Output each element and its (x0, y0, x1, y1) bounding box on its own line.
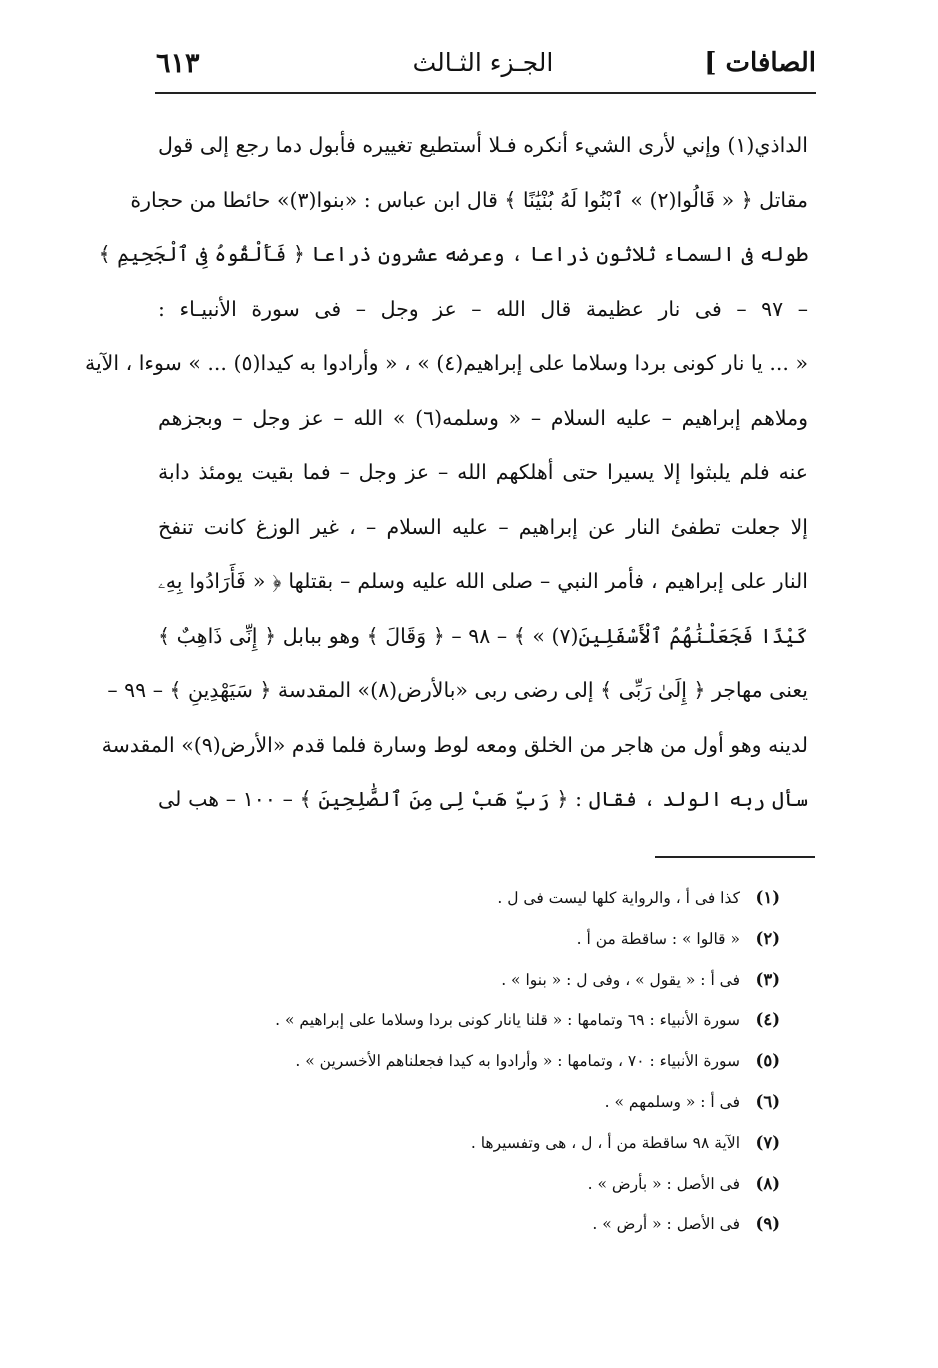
footnote-number: (٣) (755, 969, 780, 989)
footnote-number: (٤) (755, 1010, 780, 1030)
text-line: وملاهم إبراهيم – عليه السلام – « وسلمه(٦) » الله – عز وجل – وبجزهم (158, 405, 808, 430)
text-line: إلا جعلت تطفئ النار عن إبراهيم – عليه السلام – ، غير الوزغ كانت تنفخ (158, 514, 808, 539)
header-rule (155, 92, 816, 94)
text-line: مقاتل ﴿ « قَالُوا(٢) » ٱبْنُوا لَهُ بُنْيَٰنًا ﴾ قال ابن عباس : «بنوا(٣)» حائطا من حجارة (130, 187, 808, 212)
footnote-rule (655, 856, 815, 858)
text-line: عنه فلم يلبثوا إلا يسيرا حتى أهلكهم الله – عز وجل – فما بقيت يومئذ دابة (158, 460, 808, 484)
footnote (200, 960, 780, 1001)
footnote-number: (٢) (755, 928, 780, 948)
text-line: سأل ربه الولد ، فقال : ﴿ رَبِّ هَبْ لِى مِنَ ٱلصَّٰلِحِينَ ﴾ – ١٠٠ – هب لى (158, 787, 808, 811)
footnote-text: فى الأصل : « بأرض » . (587, 1174, 740, 1193)
text-line: لدينه وهو أول من هاجر من الخلق ومعه لوط وسارة فلما قدم «الأرض(٩)» المقدسة (101, 732, 808, 757)
page-number: ٦١٣ (156, 48, 200, 79)
text-line: طوله فى السماء ثلاثون ذراعا ، وعرضه عشرون ذراعا ﴿ فَأَلْقُوهُ فِى ٱلْجَحِيمِ ﴾ (98, 242, 808, 266)
footnote (200, 1041, 780, 1082)
footnote-text: « قالوا » : ساقطة من أ . (576, 929, 740, 948)
footnote-number: (٨) (755, 1173, 780, 1193)
footnote (200, 1204, 780, 1245)
footnote (200, 919, 780, 960)
text-line: النار على إبراهيم ، فأمر النبي – صلى الله عليه وسلم – بقتلها ﴿ « فَأَرَادُوا بِهِۦ (158, 569, 808, 593)
footnote (200, 1082, 780, 1123)
page-header (150, 44, 816, 90)
text-line: « ... يا نار كونى بردا وسلاما على إبراهيم(٤) » ، « وأرادوا به كيدا(٥) ... » سوءا ، الآية (84, 351, 808, 375)
footnote-number: (٩) (755, 1214, 780, 1234)
footnote-text: فى الأصل : « أرض » . (592, 1215, 740, 1234)
text-line: يعنى مهاجر ﴿ إِلَىٰ رَبِّى ﴾ إلى رضى ربى «بالأرض(٨)» المقدسة ﴿ سَيَهْدِينِ ﴾ – ٩٩ – (107, 678, 808, 702)
main-text (84, 118, 808, 827)
footnote-text: فى أ : « يقول » ، وفى ل : « بنوا » . (501, 970, 740, 989)
text-line: – ٩٧ – فى نار عظيمة قال الله – عز وجل – فى سورة الأنبيـاء : (158, 296, 808, 321)
footnote-number: (٥) (755, 1051, 780, 1071)
text-line: كَيْدًا فَجَعَلْنَٰهُمُ ٱلْأَسْفَلِينَ(٧) » ﴾ – ٩٨ – ﴿ وَقَالَ ﴾ وهو ببابل ﴿ إِنِّى ذَاهِبٌ ﴾ (158, 623, 808, 648)
footnote-text: كذا فى أ ، والرواية كلها ليست فى ل . (497, 889, 740, 907)
text-line: الداذي(١) وإني لأرى الشيء أنكره فـلا أستطيع تغييره فأبول دما رجع إلى قول (158, 133, 808, 157)
footnote-number: (١) (755, 888, 780, 907)
footnote-text: سورة الأنبياء : ٦٩ وتمامها : « قلنا يانار كونى بردا وسلاما على إبراهيم » . (275, 1011, 740, 1030)
footnote-text: فى أ : « وسلمهم » . (604, 1092, 740, 1111)
footnote (200, 878, 780, 919)
footnote-text: الآية ٩٨ ساقطة من أ ، ل ، هى وتفسيرها . (470, 1133, 740, 1152)
part-title: الجـزء الثـالث (412, 48, 554, 77)
footnote (200, 1123, 780, 1164)
footnote (200, 1000, 780, 1041)
footnote-number: (٧) (755, 1132, 780, 1152)
footnote-number: (٦) (755, 1091, 780, 1111)
footnote (200, 1164, 780, 1205)
section-title: الصافات ] (704, 48, 816, 78)
footnotes (200, 878, 780, 1245)
footnote-text: سورة الأنبياء : ٧٠ ، وتمامها : « وأرادوا به كيدا فجعلناهم الأخسرين » . (295, 1052, 740, 1071)
